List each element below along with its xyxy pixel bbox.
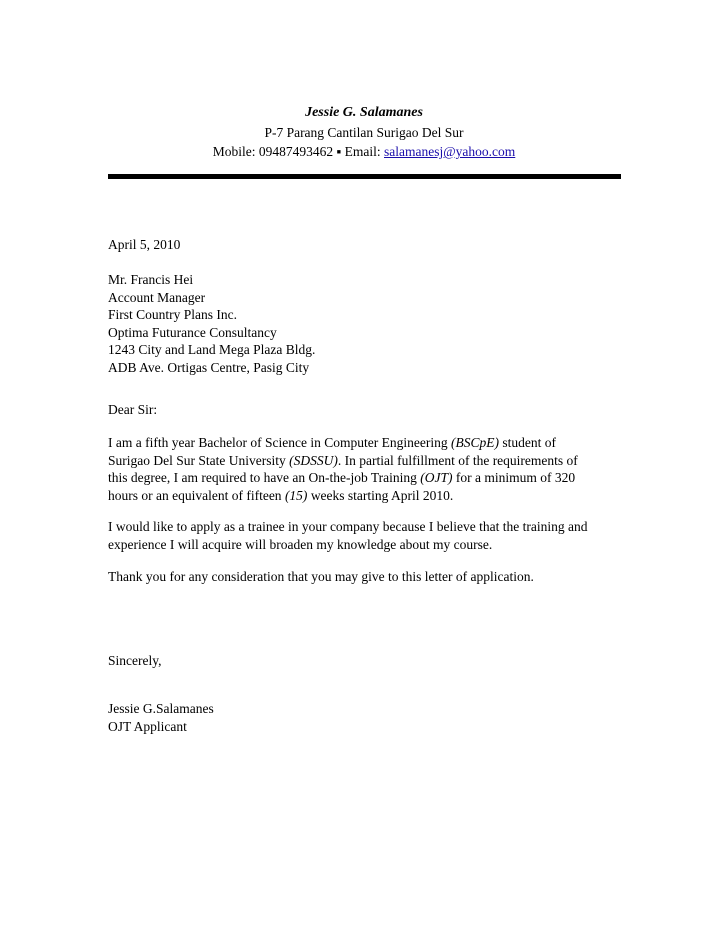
paragraph-1-line-2: [108, 452, 628, 470]
signature-name: Jessie G.Salamanes: [108, 701, 214, 716]
paragraph-2-line-1: I would like to apply as a trainee in your company because I believe that the training and: [108, 519, 588, 534]
sender-contact: [108, 142, 620, 161]
salutation-text: Dear Sir:: [108, 402, 158, 417]
signature-block: [108, 700, 628, 735]
date-text: April 5, 2010: [108, 237, 181, 252]
text-run: weeks starting April 2010.: [307, 487, 454, 503]
salutation: [108, 401, 628, 419]
recipient-block: [108, 271, 628, 376]
letter-date: [108, 236, 628, 254]
paragraph-2-line-2: experience I will acquire will broaden my knowledge about my course.: [108, 536, 493, 552]
text-run: this degree, I am required to have an On-the-job Training: [108, 470, 421, 485]
text-run: student of: [499, 435, 556, 450]
text-run-italic: (OJT): [420, 470, 453, 485]
sender-address: P-7 Parang Cantilan Surigao Del Sur: [264, 125, 464, 140]
paragraph-1-line-4: [108, 487, 628, 505]
paragraph-3: [108, 568, 628, 586]
letterhead: [108, 103, 620, 161]
text-run: Surigao Del Sur State University: [108, 452, 290, 468]
recipient-company: First Country Plans Inc.: [108, 307, 238, 322]
contact-prefix: Mobile: 09487493462 ▪ Email:: [212, 144, 384, 159]
closing: [108, 652, 628, 670]
recipient-organization: Optima Futurance Consultancy: [108, 324, 277, 340]
paragraph-1: [108, 434, 628, 504]
sender-name: Jessie G. Salamanes: [305, 105, 423, 120]
header-divider: [108, 174, 621, 179]
text-run-italic: (SDSSU): [289, 452, 338, 468]
signature-title: OJT Applicant: [108, 718, 187, 734]
paragraph-1-line-1: [108, 434, 628, 452]
text-run: I am a fifth year Bachelor of Science in Computer Engineering: [108, 435, 451, 450]
text-run: hours or an equivalent of fifteen: [108, 487, 285, 503]
text-run: for a minimum of 320: [452, 470, 576, 485]
recipient-title: Account Manager: [108, 289, 206, 305]
email-link[interactable]: salamanesj@yahoo.com: [384, 144, 516, 159]
paragraph-1-line-3: [108, 469, 628, 487]
recipient-address-line-2: ADB Ave. Ortigas Centre, Pasig City: [108, 359, 310, 375]
recipient-name: Mr. Francis Hei: [108, 272, 194, 287]
paragraph-3-line-1: Thank you for any consideration that you may give to this letter of application.: [108, 569, 534, 584]
text-run-italic: (15): [284, 487, 308, 503]
closing-text: Sincerely,: [108, 653, 162, 668]
text-run: . In partial fulfillment of the requirements of: [337, 452, 578, 468]
recipient-address-line-1: 1243 City and Land Mega Plaza Bldg.: [108, 342, 316, 357]
text-run-italic: (BSCpE): [451, 435, 499, 450]
paragraph-2: [108, 518, 628, 553]
